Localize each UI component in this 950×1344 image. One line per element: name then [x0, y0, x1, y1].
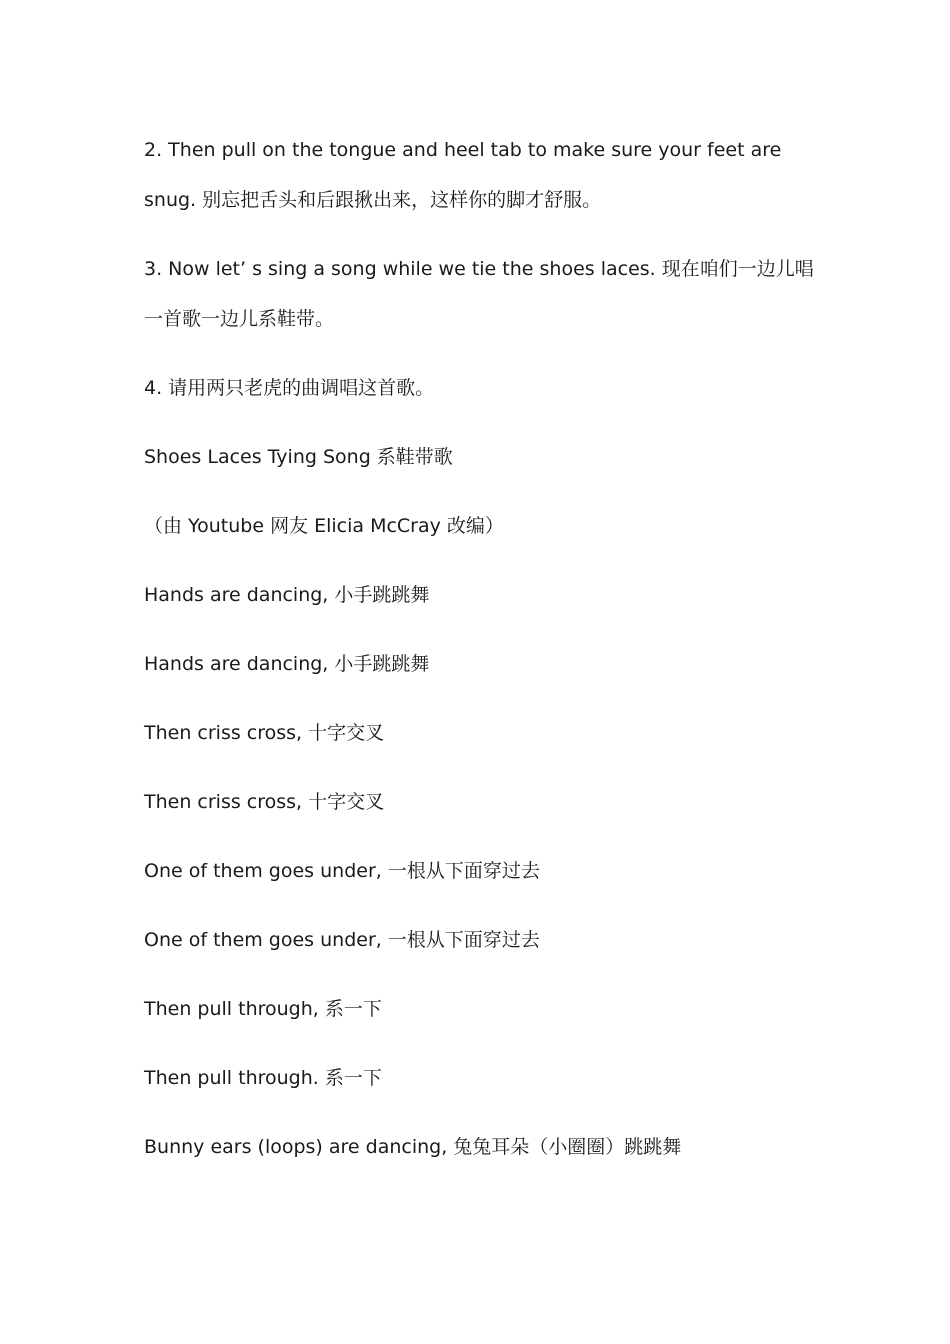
lyric-line: One of them goes under, 一根从下面穿过去 — [144, 860, 540, 882]
song-title: Shoes Laces Tying Song 系鞋带歌 — [144, 446, 453, 468]
instruction-step-2-line-2: snug. 别忘把舌头和后跟揪出来，这样你的脚才舒服。 — [144, 189, 602, 211]
lyric-line: One of them goes under, 一根从下面穿过去 — [144, 929, 540, 951]
lyric-line: Then criss cross, 十字交叉 — [144, 722, 385, 744]
lyric-line: Bunny ears (loops) are dancing, 兔兔耳朵（小圈圈）跳跳舞 — [144, 1136, 682, 1158]
lyric-line: Then pull through, 系一下 — [144, 998, 382, 1020]
instruction-step-2-line-1: 2. Then pull on the tongue and heel tab to make sure your feet are — [144, 139, 782, 161]
lyric-line: Hands are dancing, 小手跳跳舞 — [144, 653, 430, 675]
instruction-step-4: 4. 请用两只老虎的曲调唱这首歌。 — [144, 377, 435, 399]
instruction-step-3-line-2: 一首歌一边儿系鞋带。 — [144, 308, 335, 330]
song-credit: （由 Youtube 网友 Elicia McCray 改编） — [144, 515, 504, 537]
lyric-line: Then criss cross, 十字交叉 — [144, 791, 385, 813]
lyric-line: Then pull through. 系一下 — [144, 1067, 382, 1089]
lyric-line: Hands are dancing, 小手跳跳舞 — [144, 584, 430, 606]
instruction-step-3-line-1: 3. Now let’ s sing a song while we tie the shoes laces. 现在咱们一边儿唱 — [144, 258, 814, 280]
